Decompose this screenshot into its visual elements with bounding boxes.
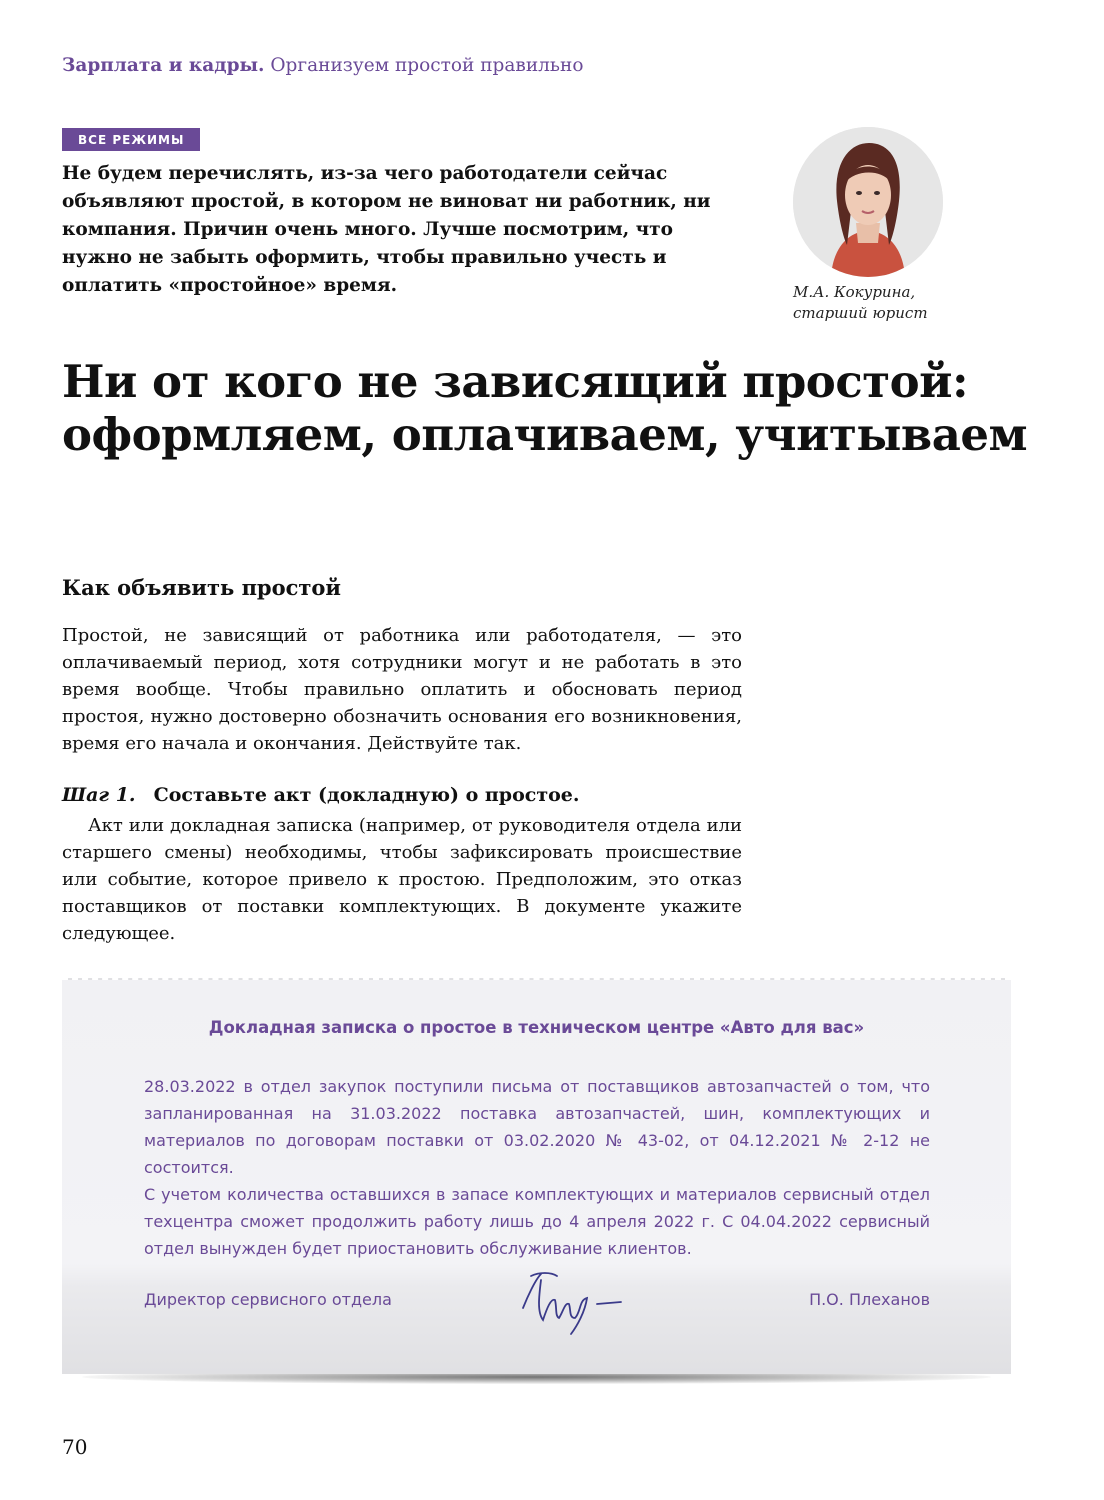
author-photo xyxy=(793,127,943,277)
memo-signer-name: П.О. Плеханов xyxy=(809,1290,930,1309)
author-portrait-illustration xyxy=(793,127,943,277)
step-1-paragraph: Акт или докладная записка (например, от руководителя отдела или старшего смены) необходимы, чтобы зафиксировать происшествие или событие, которое привело к простою. Предположим, это отказ поставщиков от поставки комплектующих. В документе укажите следующее. xyxy=(62,815,742,944)
memo-paragraph-2: С учетом количества оставшихся в запасе комплектующих и материалов сервисный отдел техцентра сможет продолжить работу лишь до 4 апреля 2022 г. С 04.04.2022 сервисный отдел вынужден будет приостановить обслуживание клиентов. xyxy=(144,1185,930,1258)
running-head-title: Организуем простой правильно xyxy=(270,55,584,76)
step-1-title: Составьте акт (докладную) о простое. xyxy=(153,784,580,806)
memo-document xyxy=(62,978,1011,1374)
running-head xyxy=(62,55,583,76)
handwritten-signature xyxy=(517,1268,647,1338)
page-number: 70 xyxy=(62,1435,88,1459)
author-role: старший юрист xyxy=(793,304,928,322)
memo-signer-position: Директор сервисного отдела xyxy=(144,1290,392,1309)
memo-title: Докладная записка о простое в техническом центре «Авто для вас» xyxy=(208,1018,865,1037)
section-subhead: Как объявить простой xyxy=(62,575,342,600)
step-1-heading xyxy=(62,784,579,806)
author-caption xyxy=(793,282,993,324)
regime-badge: ВСЕ РЕЖИМЫ xyxy=(62,128,200,151)
intro-paragraph: Простой, не зависящий от работника или работодателя, — это оплачиваемый период, хотя сотрудники могут и не работать в это время вообще. Чтобы правильно оплатить и обосновать период простоя, нужно достоверно обозначить основания его возникновения, время его начала и окончания. Действуйте так. xyxy=(62,625,742,754)
running-head-section: Зарплата и кадры. xyxy=(62,55,265,76)
step-1-number: Шаг 1. xyxy=(62,784,136,806)
memo-paragraph-1: 28.03.2022 в отдел закупок поступили письма от поставщиков автозапчастей о том, что запланированная на 31.03.2022 поставка автозапчастей, шин, комплектующих и материалов по договорам поставки от 03.02.2020 № 43-02, от 04.12.2021 № 2-12 не состоится. xyxy=(144,1077,930,1177)
article-headline: Ни от кого не зависящий простой: оформляем, оплачиваем, учитываем xyxy=(62,355,1028,461)
author-name: М.А. Кокурина, xyxy=(793,283,916,301)
lead-paragraph: Не будем перечислять, из-за чего работодатели сейчас объявляют простой, в котором не виноват ни работник, ни компания. Причин очень много. Лучше посмотрим, что нужно не забыть оформить, чтобы правильно учесть и оплатить «простойное» время. xyxy=(62,163,711,296)
